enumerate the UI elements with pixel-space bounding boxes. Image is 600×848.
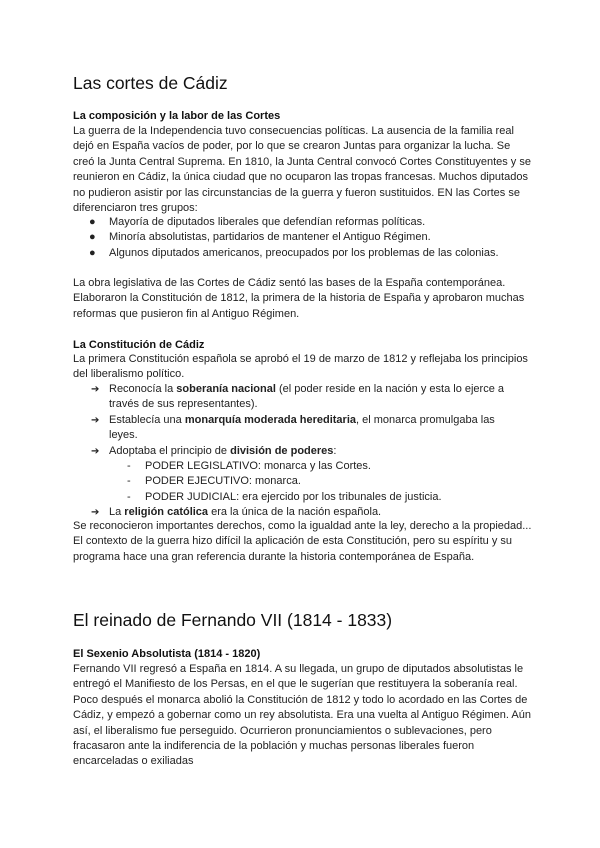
bullet-marker: ● [89, 246, 96, 259]
powers-dash-list [109, 459, 523, 505]
subheading-sexenio: El Sexenio Absolutista (1814 - 1820) [73, 648, 261, 660]
list-item: ● Minoría absolutistas, partidarios de mantener el Antiguo Régimen. [73, 230, 499, 245]
list-item: ● Algunos diputados americanos, preocupados por los problemas de las colonias. [73, 246, 499, 261]
section-title-cortes-cadiz: Las cortes de Cádiz [73, 73, 228, 93]
list-item: ● Mayoría de diputados liberales que defendían reformas políticas. [73, 215, 499, 230]
bullet-marker: ● [89, 216, 96, 228]
arrow-marker: ➔ [91, 507, 100, 519]
dash-marker: - [127, 460, 131, 473]
bullet-marker: ● [89, 231, 96, 244]
list-item: ➔ La religión católica era la única de la nación española. [73, 505, 523, 520]
list-item: ➔ Adoptaba el principio de división de poderes: - PODER LEGISLATIVO: monarca y las Cortes. - PODER EJECUTIVO: monarca. - PODER JUDICIAL: era ejercido por los tribunales de justicia. [73, 444, 523, 506]
paragraph-obra-legislativa: La obra legislativa de las Cortes de Cádiz sentó las bases de la España contemporánea. Elaboraron la Constitución de 1812, la primera de la historia de España y aprobaron muchas reformas que pusieron fin al Antiguo Régimen. [73, 277, 525, 320]
paragraph-constitucion: La primera Constitución española se aprobó el 19 de marzo de 1812 y reflejaba los principios del liberalismo político. [73, 353, 528, 381]
constitution-arrow-list [73, 382, 523, 521]
section-title-fernando-vii: El reinado de Fernando VII (1814 - 1833) [73, 610, 393, 630]
list-item: - PODER LEGISLATIVO: monarca y las Cortes. [109, 459, 523, 474]
list-item: ➔ Establecía una monarquía moderada hereditaria, el monarca promulgaba las leyes. [91, 413, 495, 442]
subheading-constitucion: La Constitución de Cádiz [73, 339, 205, 351]
list-item: - PODER JUDICIAL: era ejercido por los tribunales de justicia. [109, 490, 523, 505]
arrow-marker: ➔ [91, 384, 100, 395]
list-item: - PODER EJECUTIVO: monarca. [109, 474, 523, 489]
arrow-marker: ➔ [91, 445, 100, 457]
paragraph-derechos: Se reconocieron importantes derechos, como la igualdad ante la ley, derecho a la propiedad... El contexto de la guerra hizo difícil la aplicación de esta Constitución, pero su espíritu y su programa hace una gran referencia durante la historia contemporánea de España. [73, 520, 532, 563]
groups-bullet-list [73, 215, 499, 261]
subheading-composicion: La composición y la labor de las Cortes [73, 110, 281, 122]
dash-marker: - [127, 475, 131, 488]
paragraph-sexenio: Fernando VII regresó a España en 1814. A su llegada, un grupo de diputados absolutistas le entregó el Manifiesto de los Persas, en el que le sugerían que restituyera la soberanía real. Poco después el monarca abolió la Constitución de 1812 y todo lo acordado en las Cortes de Cádiz, y empezó a gobernar como un rey absolutista. Era una vuelta al Antiguo Régimen. Aún así, el liberalismo fue perseguido. Ocurrieron pronunciamientos o sublevaciones, pero fracasaron ante la indiferencia de la población y muchas personas liberales fueron encarceladas o exiliadas [73, 663, 531, 768]
list-item: ➔ Reconocía la soberanía nacional (el poder reside en la nación y esta lo ejerce a través de sus representantes). [91, 383, 504, 411]
paragraph-composicion: La guerra de la Independencia tuvo consecuencias políticas. La ausencia de la familia real dejó en España vacíos de poder, por lo que se crearon Juntas para organizar la lucha. Se creó la Junta Central Suprema. En 1810, la Junta Central convocó Cortes Constituyentes y se reunieron en Cádiz, la única ciudad que no ocuparon las tropas francesas. Muchos diputados no pudieron asistir por las circunstancias de la guerra y fueron sustituidos. EN las Cortes se diferenciaron tres grupos: [73, 125, 531, 215]
dash-marker: - [127, 490, 131, 503]
arrow-marker: ➔ [91, 414, 100, 426]
